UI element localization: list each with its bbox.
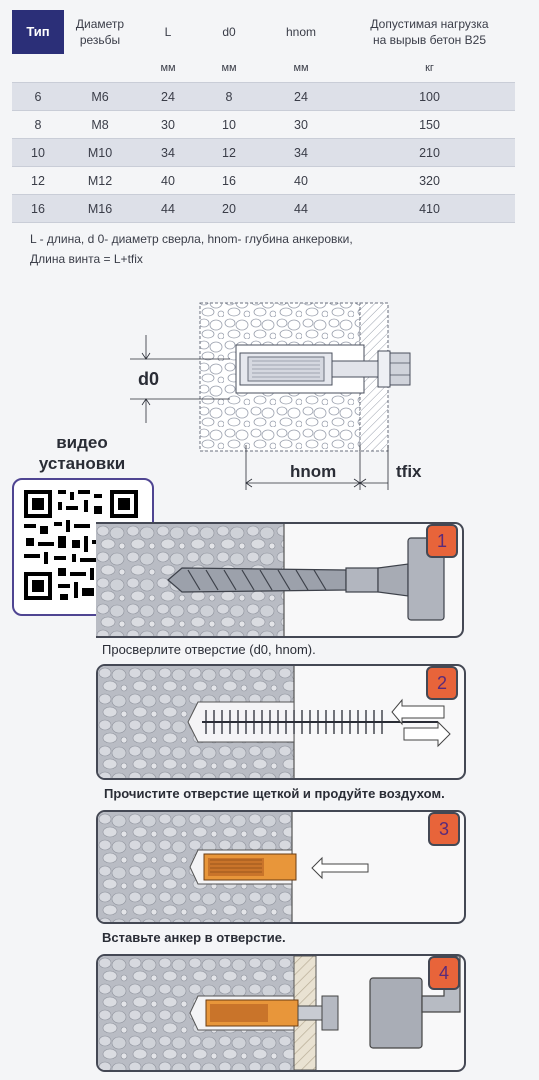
cell-hnom: 40 xyxy=(258,167,344,195)
unit-cell: кг xyxy=(344,54,515,83)
unit-cell xyxy=(12,54,64,83)
cell-d0: 20 xyxy=(200,195,258,223)
table-header-row xyxy=(12,10,515,54)
header-hnom: hnom xyxy=(285,25,317,39)
header-type: Тип xyxy=(12,10,64,54)
units-row xyxy=(12,54,515,83)
step-3-panel xyxy=(96,810,466,924)
d0-label: d0 xyxy=(138,369,160,389)
step-1-panel xyxy=(96,522,464,638)
video-install-label: видео установки xyxy=(38,433,126,473)
header-length: L xyxy=(164,25,172,39)
legend-line-1: L - длина, d 0- диаметр сверла, hnom- глубина анкеровки, xyxy=(30,232,353,246)
hnom-label: hnom xyxy=(290,462,337,481)
step-4-badge: 4 xyxy=(428,956,460,990)
cell-load: 150 xyxy=(344,111,515,139)
cell-hnom: 30 xyxy=(258,111,344,139)
cell-type: 10 xyxy=(12,139,64,167)
spec-table xyxy=(12,10,515,223)
step-2-panel xyxy=(96,664,466,780)
unit-cell: мм xyxy=(258,54,344,83)
step-3-caption: Вставьте анкер в отверстие. xyxy=(102,930,286,945)
cell-d0: 12 xyxy=(200,139,258,167)
cell-thread: M6 xyxy=(64,83,136,111)
cell-load: 100 xyxy=(344,83,515,111)
cell-thread: M8 xyxy=(64,111,136,139)
cleaning-illustration xyxy=(98,666,464,778)
cell-d0: 16 xyxy=(200,167,258,195)
cell-length: 44 xyxy=(136,195,200,223)
cell-d0: 10 xyxy=(200,111,258,139)
table-row xyxy=(12,83,515,111)
table-row xyxy=(12,195,515,223)
header-thread-diameter: Диаметр резьбы xyxy=(75,17,125,47)
insert-anchor-illustration xyxy=(98,812,464,922)
step-2-caption: Прочистите отверстие щеткой и продуйте воздухом. xyxy=(104,786,445,801)
step-4-panel xyxy=(96,954,466,1072)
cell-type: 12 xyxy=(12,167,64,195)
cell-hnom: 24 xyxy=(258,83,344,111)
cell-thread: M12 xyxy=(64,167,136,195)
cell-length: 34 xyxy=(136,139,200,167)
unit-cell: мм xyxy=(200,54,258,83)
tighten-anchor-illustration xyxy=(98,956,464,1070)
cell-type: 16 xyxy=(12,195,64,223)
tfix-label: tfix xyxy=(396,462,422,481)
unit-cell xyxy=(64,54,136,83)
cell-length: 30 xyxy=(136,111,200,139)
table-row xyxy=(12,139,515,167)
cell-type: 8 xyxy=(12,111,64,139)
cell-load: 410 xyxy=(344,195,515,223)
cell-hnom: 44 xyxy=(258,195,344,223)
step-1-caption: Просверлите отверстие (d0, hnom). xyxy=(102,642,316,657)
legend-line-2: Длина винта = L+tfix xyxy=(30,252,143,266)
cell-load: 320 xyxy=(344,167,515,195)
cell-length: 24 xyxy=(136,83,200,111)
cell-type: 6 xyxy=(12,83,64,111)
cell-hnom: 34 xyxy=(258,139,344,167)
drilling-illustration xyxy=(96,524,462,636)
step-1-badge: 1 xyxy=(426,524,458,558)
cell-load: 210 xyxy=(344,139,515,167)
step-3-badge: 3 xyxy=(428,812,460,846)
anchor-dimension-diagram xyxy=(120,295,440,490)
unit-cell: мм xyxy=(136,54,200,83)
table-row xyxy=(12,167,515,195)
cell-thread: M16 xyxy=(64,195,136,223)
cell-length: 40 xyxy=(136,167,200,195)
header-load: Допустимая нагрузка на вырыв бетон B25 xyxy=(370,17,489,47)
table-row xyxy=(12,111,515,139)
step-2-badge: 2 xyxy=(426,666,458,700)
cell-thread: M10 xyxy=(64,139,136,167)
cell-d0: 8 xyxy=(200,83,258,111)
header-d0: d0 xyxy=(222,25,236,39)
